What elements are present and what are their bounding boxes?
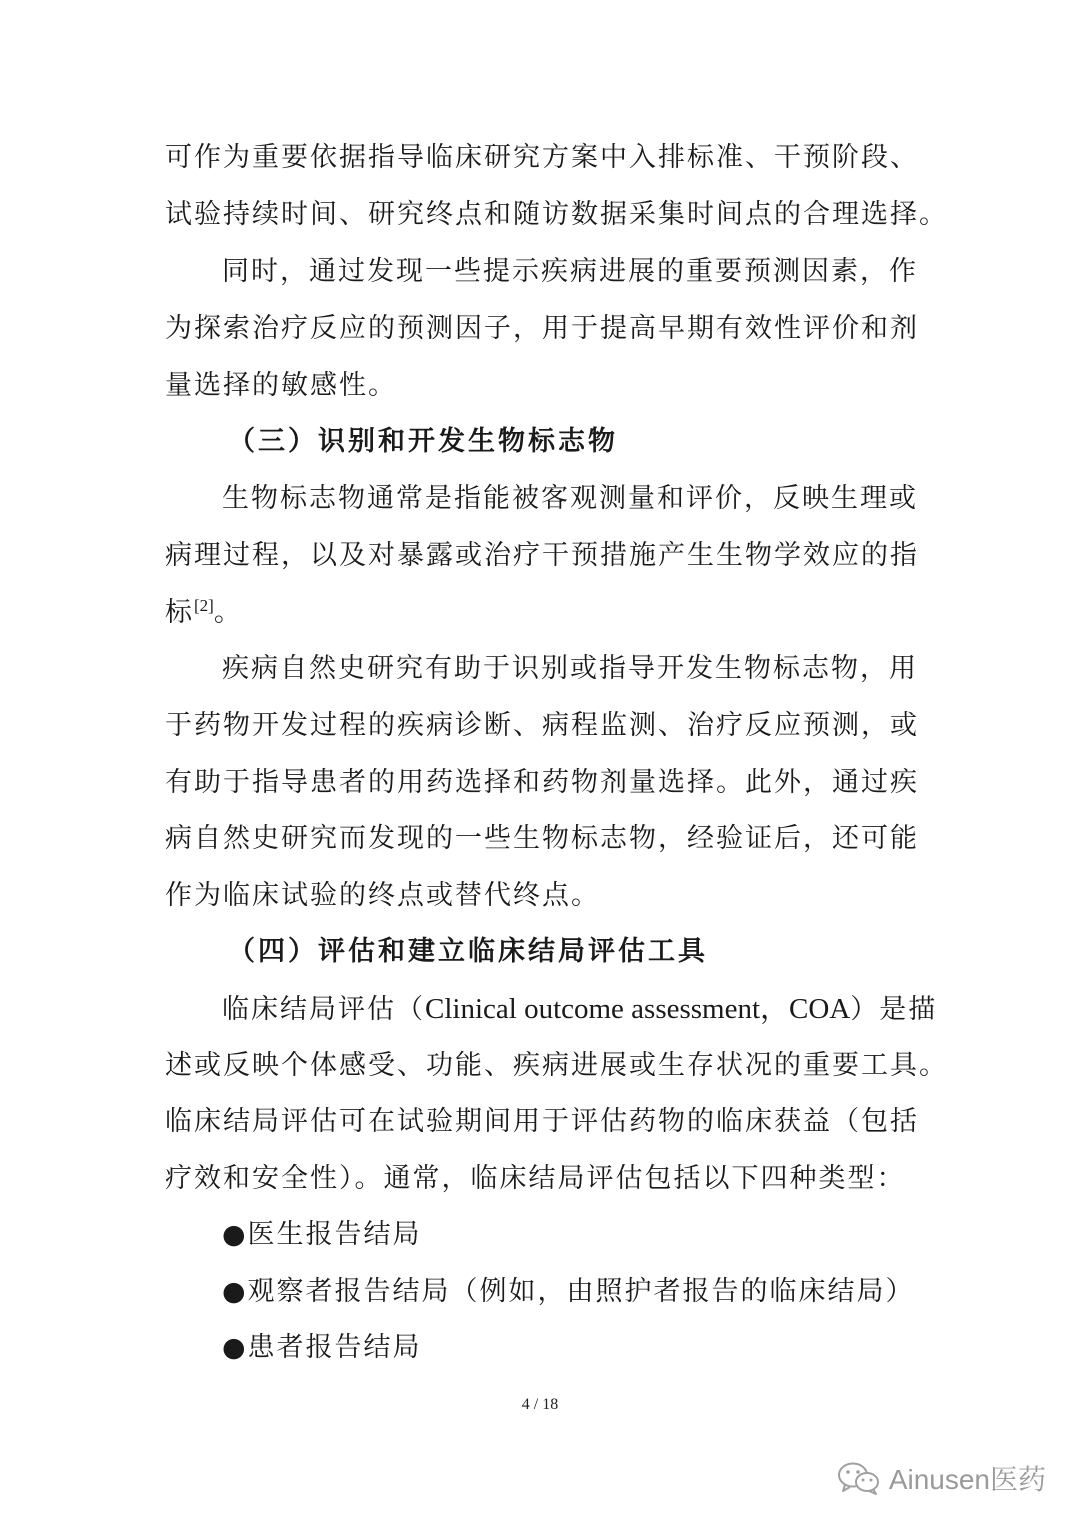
- body-text: 标: [165, 597, 194, 628]
- body-text-line: 量选择的敏感性。: [165, 370, 397, 401]
- wechat-icon: [837, 1460, 881, 1496]
- body-text-line: 于药物开发过程的疾病诊断、病程监测、治疗反应预测，或: [165, 710, 919, 741]
- body-text-line: [222, 989, 937, 1030]
- body-text-line: 病自然史研究而发现的一些生物标志物，经验证后，还可能: [165, 823, 919, 854]
- body-text-line: 生物标志物通常是指能被客观测量和评价，反映生理或: [222, 483, 918, 514]
- body-text-line: 同时，通过发现一些提示疾病进展的重要预测因素，作: [222, 256, 918, 287]
- page-number: 4 / 18: [521, 1396, 559, 1413]
- body-text-line: [165, 593, 243, 633]
- body-text-line: 为探索治疗反应的预测因子，用于提高早期有效性评价和剂: [165, 313, 919, 344]
- body-text-line: 作为临床试验的终点或替代终点。: [165, 880, 600, 911]
- body-text-line: 可作为重要依据指导临床研究方案中入排标准、干预阶段、: [165, 142, 919, 173]
- section-heading-3: （三）识别和开发生物标志物: [228, 426, 618, 457]
- bullet-item: ●观察者报告结局（例如，由照护者报告的临床结局）: [222, 1276, 915, 1307]
- body-text: 。: [213, 597, 243, 628]
- body-text-latin: Clinical outcome assessment，COA: [425, 993, 851, 1025]
- watermark: [837, 1456, 1046, 1500]
- body-text-line: 试验持续时间、研究终点和随访数据采集时间点的合理选择。: [165, 199, 948, 230]
- citation-reference: [2]: [194, 596, 214, 615]
- bullet-item: ●患者报告结局: [222, 1332, 422, 1363]
- section-heading-4: （四）评估和建立临床结局评估工具: [228, 936, 708, 967]
- body-text-line: 疾病自然史研究有助于识别或指导开发生物标志物，用: [222, 653, 918, 684]
- body-text-line: 有助于指导患者的用药选择和药物剂量选择。此外，通过疾: [165, 767, 919, 798]
- body-text: 临床结局评估（: [222, 994, 425, 1025]
- body-text: ）是描: [850, 994, 938, 1025]
- body-text-line: 病理过程，以及对暴露或治疗干预措施产生生物学效应的指: [165, 540, 919, 571]
- body-text-line: 临床结局评估可在试验期间用于评估药物的临床获益（包括: [165, 1106, 919, 1137]
- body-text-line: 述或反映个体感受、功能、疾病进展或生存状况的重要工具。: [165, 1050, 948, 1081]
- bullet-item: ●医生报告结局: [222, 1219, 422, 1250]
- body-text-line: 疗效和安全性）。通常，临床结局评估包括以下四种类型：: [165, 1163, 906, 1194]
- watermark-text: Ainusen医药: [888, 1464, 1046, 1495]
